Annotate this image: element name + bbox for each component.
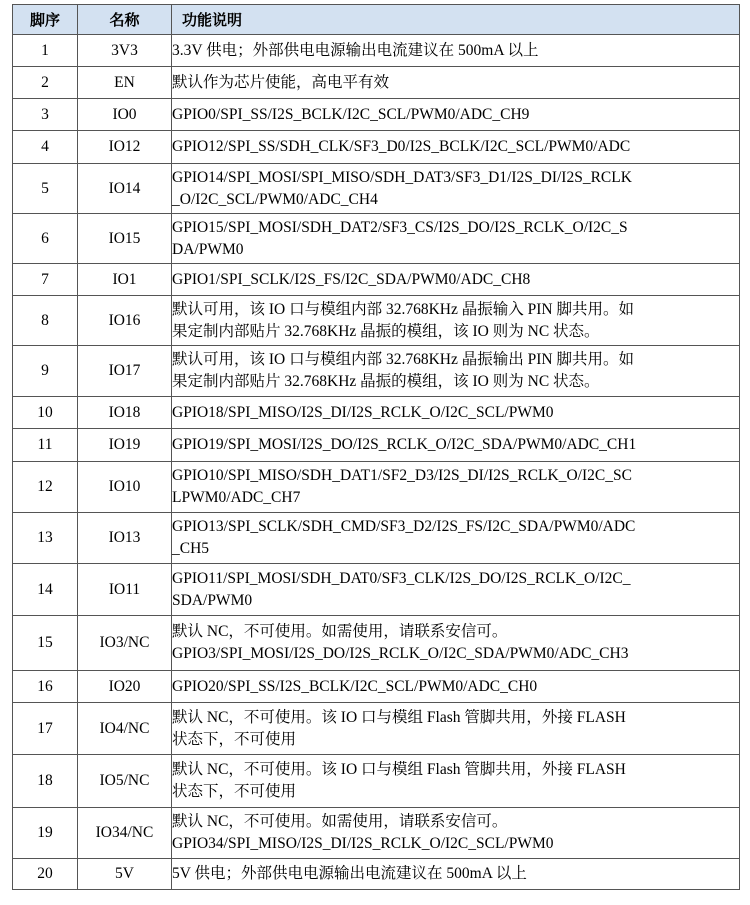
pin-number-cell: 8 bbox=[13, 296, 78, 346]
pin-name-cell: IO15 bbox=[78, 214, 172, 264]
pin-name-cell: IO16 bbox=[78, 296, 172, 346]
description-line: 默认可用，该 IO 口与模组内部 32.768KHz 晶振输出 PIN 脚共用。如 bbox=[172, 351, 634, 368]
pin-number-cell: 7 bbox=[13, 264, 78, 296]
pin-name-cell: IO0 bbox=[78, 99, 172, 131]
pin-number-cell: 4 bbox=[13, 131, 78, 164]
header-function-description: 功能说明 bbox=[172, 5, 740, 35]
pin-function-table bbox=[12, 4, 740, 890]
pin-description-cell bbox=[172, 296, 740, 346]
pin-name-cell: EN bbox=[78, 67, 172, 99]
description-line: GPIO19/SPI_MOSI/I2S_DO/I2S_RCLK_O/I2C_SDA/PWM0/ADC_CH1 bbox=[172, 436, 637, 453]
table-row bbox=[13, 264, 740, 296]
pin-number-cell: 12 bbox=[13, 462, 78, 513]
description-line: 3.3V 供电；外部供电电源输出电流建议在 500mA 以上 bbox=[172, 41, 539, 59]
pin-number-cell: 10 bbox=[13, 397, 78, 429]
pin-description-cell bbox=[172, 671, 740, 703]
description-line: GPIO0/SPI_SS/I2S_BCLK/I2C_SCL/PWM0/ADC_CH9 bbox=[172, 105, 530, 123]
pin-description-cell bbox=[172, 616, 740, 671]
pin-description-cell bbox=[172, 564, 740, 616]
pin-description-cell bbox=[172, 214, 740, 264]
pin-description-cell bbox=[172, 397, 740, 429]
description-line: 默认 NC，不可使用。该 IO 口与模组 Flash 管脚共用，外接 FLASH bbox=[172, 761, 626, 778]
description-line: SDA/PWM0 bbox=[172, 591, 253, 609]
pin-number-cell: 16 bbox=[13, 671, 78, 703]
table-row bbox=[13, 35, 740, 67]
description-line: GPIO12/SPI_SS/SDH_CLK/SF3_D0/I2S_BCLK/I2C_SCL/PWM0/ADC bbox=[172, 138, 631, 155]
table-row bbox=[13, 99, 740, 131]
table-row bbox=[13, 671, 740, 703]
pin-description-cell bbox=[172, 859, 740, 890]
pin-number-cell: 5 bbox=[13, 164, 78, 214]
description-line: 果定制内部贴片 32.768KHz 晶振的模组，该 IO 则为 NC 状态。 bbox=[172, 373, 600, 390]
pin-description-cell bbox=[172, 703, 740, 755]
pin-name-cell: IO14 bbox=[78, 164, 172, 214]
pin-name-cell: IO19 bbox=[78, 429, 172, 462]
pin-number-cell: 17 bbox=[13, 703, 78, 755]
description-line: 状态下，不可使用 bbox=[172, 783, 297, 800]
table-row bbox=[13, 214, 740, 264]
pin-name-cell: IO17 bbox=[78, 346, 172, 397]
pin-number-cell: 19 bbox=[13, 808, 78, 859]
table-row bbox=[13, 346, 740, 397]
description-line: _O/I2C_SCL/PWM0/ADC_CH4 bbox=[172, 190, 378, 208]
pin-number-cell: 6 bbox=[13, 214, 78, 264]
pin-name-cell: IO34/NC bbox=[78, 808, 172, 859]
pin-name-cell: IO20 bbox=[78, 671, 172, 703]
description-line: LPWM0/ADC_CH7 bbox=[172, 489, 301, 506]
description-line: GPIO18/SPI_MISO/I2S_DI/I2S_RCLK_O/I2C_SCL/PWM0 bbox=[172, 403, 554, 421]
table-row bbox=[13, 462, 740, 513]
description-line: 5V 供电；外部供电电源输出电流建议在 500mA 以上 bbox=[172, 865, 527, 882]
pin-description-cell bbox=[172, 755, 740, 808]
description-line: GPIO15/SPI_MOSI/SDH_DAT2/SF3_CS/I2S_DO/I2S_RCLK_O/I2C_S bbox=[172, 218, 628, 236]
description-line: GPIO20/SPI_SS/I2S_BCLK/I2C_SCL/PWM0/ADC_CH0 bbox=[172, 677, 538, 695]
table-row bbox=[13, 67, 740, 99]
pin-description-cell bbox=[172, 264, 740, 296]
pin-name-cell: IO13 bbox=[78, 513, 172, 564]
description-line: 默认 NC，不可使用。该 IO 口与模组 Flash 管脚共用，外接 FLASH bbox=[172, 708, 626, 726]
table-row bbox=[13, 397, 740, 429]
pin-number-cell: 11 bbox=[13, 429, 78, 462]
pin-number-cell: 13 bbox=[13, 513, 78, 564]
table-row bbox=[13, 296, 740, 346]
table-header-row bbox=[13, 5, 740, 35]
pin-number-cell: 15 bbox=[13, 616, 78, 671]
table-row bbox=[13, 755, 740, 808]
pin-number-cell: 18 bbox=[13, 755, 78, 808]
pin-name-cell: IO5/NC bbox=[78, 755, 172, 808]
description-line: GPIO3/SPI_MOSI/I2S_DO/I2S_RCLK_O/I2C_SDA/PWM0/ADC_CH3 bbox=[172, 645, 629, 662]
table-row bbox=[13, 564, 740, 616]
table-row bbox=[13, 616, 740, 671]
description-line: GPIO1/SPI_SCLK/I2S_FS/I2C_SDA/PWM0/ADC_CH8 bbox=[172, 270, 531, 288]
pin-description-cell bbox=[172, 462, 740, 513]
table-row bbox=[13, 429, 740, 462]
table-body bbox=[13, 35, 740, 890]
pin-number-cell: 9 bbox=[13, 346, 78, 397]
pin-number-cell: 2 bbox=[13, 67, 78, 99]
table-row bbox=[13, 859, 740, 890]
pin-number-cell: 14 bbox=[13, 564, 78, 616]
description-line: 默认可用，该 IO 口与模组内部 32.768KHz 晶振输入 PIN 脚共用。如 bbox=[172, 300, 634, 318]
pin-name-cell: IO1 bbox=[78, 264, 172, 296]
pin-number-cell: 20 bbox=[13, 859, 78, 890]
pin-name-cell: IO12 bbox=[78, 131, 172, 164]
pin-description-cell bbox=[172, 164, 740, 214]
table-row bbox=[13, 703, 740, 755]
pin-description-cell bbox=[172, 346, 740, 397]
pin-description-cell bbox=[172, 35, 740, 67]
table-row bbox=[13, 131, 740, 164]
description-line: 状态下，不可使用 bbox=[172, 730, 297, 748]
description-line: DA/PWM0 bbox=[172, 240, 244, 258]
pin-number-cell: 3 bbox=[13, 99, 78, 131]
pin-description-cell bbox=[172, 429, 740, 462]
pin-description-cell bbox=[172, 808, 740, 859]
pin-name-cell: IO18 bbox=[78, 397, 172, 429]
pin-name-cell: 3V3 bbox=[78, 35, 172, 67]
pin-description-cell bbox=[172, 99, 740, 131]
description-line: GPIO34/SPI_MISO/I2S_DI/I2S_RCLK_O/I2C_SCL/PWM0 bbox=[172, 835, 554, 852]
description-line: GPIO13/SPI_SCLK/SDH_CMD/SF3_D2/I2S_FS/I2C_SDA/PWM0/ADC bbox=[172, 518, 636, 535]
description-line: _CH5 bbox=[172, 540, 210, 557]
description-line: 默认 NC，不可使用。如需使用，请联系安信可。 bbox=[172, 623, 508, 640]
description-line: 默认作为芯片使能，高电平有效 bbox=[172, 73, 390, 91]
description-line: GPIO11/SPI_MOSI/SDH_DAT0/SF3_CLK/I2S_DO/I2S_RCLK_O/I2C_ bbox=[172, 569, 631, 587]
pin-name-cell: IO4/NC bbox=[78, 703, 172, 755]
description-line: 果定制内部贴片 32.768KHz 晶振的模组，该 IO 则为 NC 状态。 bbox=[172, 322, 600, 340]
pin-name-cell: IO11 bbox=[78, 564, 172, 616]
table-row bbox=[13, 164, 740, 214]
pin-description-cell bbox=[172, 513, 740, 564]
header-pin-number: 脚序 bbox=[13, 5, 78, 35]
header-pin-name: 名称 bbox=[78, 5, 172, 35]
table-row bbox=[13, 513, 740, 564]
pin-number-cell: 1 bbox=[13, 35, 78, 67]
pin-description-cell bbox=[172, 131, 740, 164]
pin-description-cell bbox=[172, 67, 740, 99]
pin-name-cell: 5V bbox=[78, 859, 172, 890]
pin-name-cell: IO10 bbox=[78, 462, 172, 513]
description-line: 默认 NC，不可使用。如需使用，请联系安信可。 bbox=[172, 813, 508, 830]
description-line: GPIO10/SPI_MISO/SDH_DAT1/SF2_D3/I2S_DI/I2S_RCLK_O/I2C_SC bbox=[172, 467, 632, 484]
description-line: GPIO14/SPI_MOSI/SPI_MISO/SDH_DAT3/SF3_D1/I2S_DI/I2S_RCLK bbox=[172, 168, 632, 186]
pin-name-cell: IO3/NC bbox=[78, 616, 172, 671]
table-row bbox=[13, 808, 740, 859]
